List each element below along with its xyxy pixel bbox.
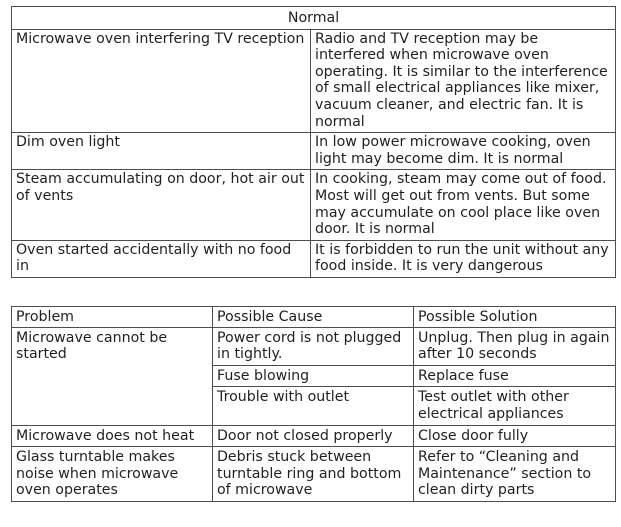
solution-cell: Close door fully <box>414 425 616 447</box>
problem-cell: Microwave cannot be started <box>12 327 213 425</box>
condition-cell: Microwave oven interfering TV reception <box>12 29 311 133</box>
table-row <box>12 133 616 170</box>
cause-cell: Door not closed properly <box>213 425 414 447</box>
troubleshooting-table <box>11 306 616 502</box>
table-row <box>12 240 616 277</box>
solution-cell: Refer to “Cleaning and Maintenance” section to clean dirty parts <box>414 447 616 502</box>
explanation-cell: It is forbidden to run the unit without any food inside. It is very dangerous <box>311 240 616 277</box>
explanation-cell: Radio and TV reception may be interfered when microwave oven operating. It is similar to the interference of small electrical appliances like mixer, vacuum cleaner, and electric fan. It is normal <box>311 29 616 133</box>
header-problem: Problem <box>12 307 213 328</box>
condition-cell: Oven started accidentally with no food in <box>12 240 311 277</box>
cause-cell: Debris stuck between turntable ring and bottom of microwave <box>213 447 414 502</box>
cause-cell: Power cord is not plugged in tightly. <box>213 327 414 365</box>
table-row <box>12 170 616 240</box>
solution-cell: Unplug. Then plug in again after 10 seconds <box>414 327 616 365</box>
table-header-row <box>12 307 616 328</box>
table-row <box>12 29 616 133</box>
normal-conditions-table <box>11 6 616 278</box>
table-row <box>12 447 616 502</box>
problem-cell: Microwave does not heat <box>12 425 213 447</box>
solution-cell: Test outlet with other electrical appliances <box>414 387 616 425</box>
condition-cell: Dim oven light <box>12 133 311 170</box>
condition-cell: Steam accumulating on door, hot air out of vents <box>12 170 311 240</box>
solution-cell: Replace fuse <box>414 365 616 387</box>
table-row <box>12 425 616 447</box>
header-possible-cause: Possible Cause <box>213 307 414 328</box>
explanation-cell: In cooking, steam may come out of food. Most will get out from vents. But some may accumulate on cool place like oven door. It is normal <box>311 170 616 240</box>
cause-cell: Fuse blowing <box>213 365 414 387</box>
explanation-cell: In low power microwave cooking, oven light may become dim. It is normal <box>311 133 616 170</box>
cause-cell: Trouble with outlet <box>213 387 414 425</box>
table-row <box>12 327 616 365</box>
normal-table-title: Normal <box>12 7 616 30</box>
header-possible-solution: Possible Solution <box>414 307 616 328</box>
problem-cell: Glass turntable makes noise when microwave oven operates <box>12 447 213 502</box>
table-header-row <box>12 7 616 30</box>
